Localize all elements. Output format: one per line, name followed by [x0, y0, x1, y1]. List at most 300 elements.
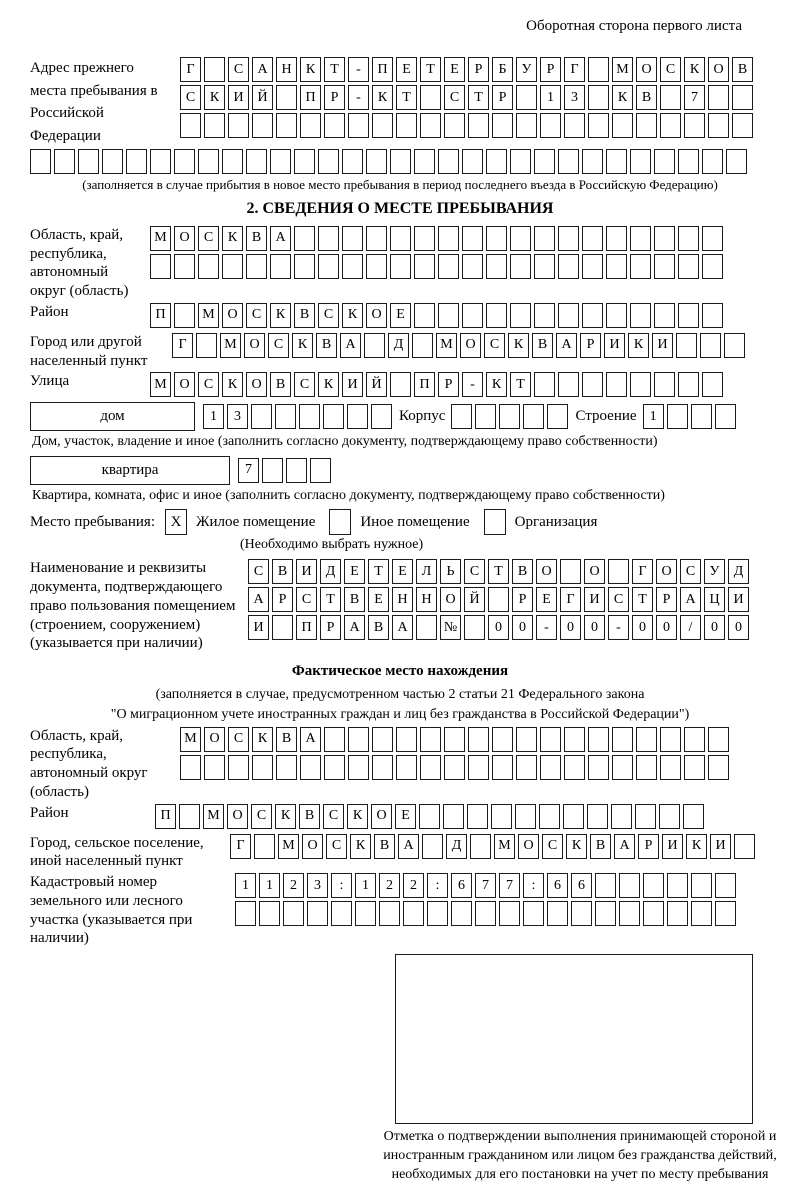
char-cell [630, 303, 651, 328]
char-cell [691, 873, 712, 898]
char-cell: В [590, 834, 611, 859]
char-cell: Т [324, 57, 345, 82]
char-cell [636, 113, 657, 138]
document-row-2 [248, 587, 752, 612]
char-cell [294, 149, 315, 174]
char-cell [54, 149, 75, 174]
char-cell: С [680, 559, 701, 584]
house-note: Дом, участок, владение и иное (заполнить согласно документу, подтверждающему право собственности) [32, 434, 658, 450]
char-cell: О [302, 834, 323, 859]
char-cell: С [228, 57, 249, 82]
char-cell: К [372, 85, 393, 110]
char-cell [180, 113, 201, 138]
actual-district-block [30, 804, 770, 832]
char-cell: С [318, 303, 339, 328]
char-cell [30, 149, 51, 174]
char-cell: К [347, 804, 368, 829]
char-cell: О [227, 804, 248, 829]
actual-city-label: Город, сельское поселение, иной населенный пункт [30, 834, 204, 870]
char-cell [660, 113, 681, 138]
stay-type-label: Место пребывания: [30, 513, 155, 530]
char-cell [547, 901, 568, 926]
char-cell [558, 303, 579, 328]
char-cell: С [660, 57, 681, 82]
char-cell: В [374, 834, 395, 859]
char-cell [276, 113, 297, 138]
char-cell [396, 755, 417, 780]
char-cell [492, 727, 513, 752]
char-cell [246, 254, 267, 279]
char-cell: К [686, 834, 707, 859]
previous-address-label: Адрес прежнего места пребывания в Российской Федерации [30, 60, 158, 144]
char-cell [420, 113, 441, 138]
char-cell [366, 226, 387, 251]
district-block [30, 303, 770, 331]
char-cell [715, 404, 736, 429]
char-cell: В [276, 727, 297, 752]
char-cell [348, 755, 369, 780]
char-cell: 0 [512, 615, 533, 640]
char-cell [667, 873, 688, 898]
char-cell [300, 755, 321, 780]
char-cell [516, 113, 537, 138]
char-cell: В [344, 587, 365, 612]
char-cell: - [348, 57, 369, 82]
char-cell: К [350, 834, 371, 859]
district-row [150, 303, 726, 328]
char-cell [348, 113, 369, 138]
char-cell [443, 804, 464, 829]
actual-location-note-1: (заполняется в случае, предусмотренном частью 2 статьи 21 Федерального закона [155, 687, 645, 703]
char-cell: Й [366, 372, 387, 397]
char-cell [262, 458, 283, 483]
char-cell [196, 333, 217, 358]
char-cell: У [704, 559, 725, 584]
section2-title: 2. СВЕДЕНИЯ О МЕСТЕ ПРЕБЫВАНИЯ [246, 199, 554, 217]
char-cell [582, 372, 603, 397]
char-cell: М [150, 372, 171, 397]
city-row [172, 333, 748, 358]
other-premises-checkbox [329, 509, 351, 535]
char-cell: М [220, 333, 241, 358]
char-cell: Р [468, 57, 489, 82]
char-cell: Й [464, 587, 485, 612]
char-cell: С [246, 303, 267, 328]
char-cell: В [270, 372, 291, 397]
char-cell [414, 226, 435, 251]
city-label: Город или другой населенный пункт [30, 333, 148, 369]
char-cell: О [636, 57, 657, 82]
char-cell: П [150, 303, 171, 328]
region-row-1 [150, 226, 726, 251]
char-cell [667, 901, 688, 926]
char-cell [286, 458, 307, 483]
char-cell: А [556, 333, 577, 358]
char-cell [254, 834, 275, 859]
char-cell [371, 404, 392, 429]
char-cell: В [636, 85, 657, 110]
char-cell [540, 113, 561, 138]
char-cell [582, 303, 603, 328]
char-cell: К [204, 85, 225, 110]
char-cell [422, 834, 443, 859]
char-cell: М [180, 727, 201, 752]
char-cell [204, 57, 225, 82]
char-cell [204, 113, 225, 138]
char-cell [486, 254, 507, 279]
char-cell [307, 901, 328, 926]
char-cell [523, 901, 544, 926]
char-cell [636, 755, 657, 780]
char-cell: 0 [488, 615, 509, 640]
char-cell [606, 149, 627, 174]
char-cell: Р [492, 85, 513, 110]
actual-city-block [30, 834, 770, 872]
char-cell [560, 559, 581, 584]
char-cell [275, 404, 296, 429]
char-cell [732, 85, 753, 110]
char-cell [403, 901, 424, 926]
char-cell: А [614, 834, 635, 859]
char-cell: О [656, 559, 677, 584]
char-cell: Р [438, 372, 459, 397]
char-cell: К [222, 372, 243, 397]
char-cell [691, 901, 712, 926]
char-cell [246, 149, 267, 174]
char-cell: К [628, 333, 649, 358]
previous-address-block [30, 57, 770, 147]
region-row-2 [150, 254, 726, 279]
char-cell: К [566, 834, 587, 859]
char-cell: К [684, 57, 705, 82]
char-cell [558, 254, 579, 279]
char-cell [492, 113, 513, 138]
apartment-row [30, 456, 770, 485]
char-cell [342, 226, 363, 251]
char-cell: Т [510, 372, 531, 397]
char-cell [438, 226, 459, 251]
char-cell: Е [368, 587, 389, 612]
previous-address-row-3 [180, 113, 756, 138]
char-cell [300, 113, 321, 138]
char-cell [660, 727, 681, 752]
char-cell: С [228, 727, 249, 752]
char-cell: Р [324, 85, 345, 110]
char-cell [619, 901, 640, 926]
document-cells [248, 559, 752, 643]
char-cell: К [318, 372, 339, 397]
char-cell: В [299, 804, 320, 829]
char-cell: О [440, 587, 461, 612]
house-row [30, 402, 770, 431]
char-cell [468, 727, 489, 752]
char-cell [499, 901, 520, 926]
char-cell [396, 727, 417, 752]
char-cell [588, 755, 609, 780]
char-cell [390, 372, 411, 397]
char-cell: И [296, 559, 317, 584]
cadastral-row-1 [235, 873, 739, 898]
char-cell: 7 [475, 873, 496, 898]
char-cell: М [278, 834, 299, 859]
char-cell [222, 254, 243, 279]
char-cell: Л [416, 559, 437, 584]
char-cell: 0 [584, 615, 605, 640]
document-row-3 [248, 615, 752, 640]
char-cell: Р [512, 587, 533, 612]
confirmation-stamp-box [395, 954, 753, 1124]
char-cell [342, 254, 363, 279]
actual-location-note-2: "О миграционном учете иностранных граждан и лиц без гражданства в Российской Федерации") [110, 707, 690, 723]
char-cell [571, 901, 592, 926]
char-cell [486, 226, 507, 251]
char-cell: С [296, 587, 317, 612]
region-block [30, 226, 770, 301]
page-side-note: Оборотная сторона первого листа [526, 18, 742, 34]
char-cell [150, 254, 171, 279]
actual-region-cells [180, 727, 732, 783]
char-cell: А [252, 57, 273, 82]
char-cell: Г [560, 587, 581, 612]
char-cell: - [608, 615, 629, 640]
char-cell: Р [540, 57, 561, 82]
char-cell: О [246, 372, 267, 397]
char-cell: 1 [355, 873, 376, 898]
char-cell [588, 113, 609, 138]
char-cell: А [392, 615, 413, 640]
street-block [30, 372, 770, 400]
char-cell: Н [276, 57, 297, 82]
char-cell [612, 755, 633, 780]
char-cell [715, 873, 736, 898]
char-cell: М [150, 226, 171, 251]
char-cell [726, 149, 747, 174]
char-cell [414, 303, 435, 328]
char-cell [684, 755, 705, 780]
char-cell [379, 901, 400, 926]
document-row-1 [248, 559, 752, 584]
char-cell [539, 804, 560, 829]
char-cell: П [372, 57, 393, 82]
char-cell [198, 254, 219, 279]
char-cell [259, 901, 280, 926]
char-cell: Е [444, 57, 465, 82]
char-cell: : [523, 873, 544, 898]
char-cell [462, 149, 483, 174]
char-cell: Т [396, 85, 417, 110]
char-cell: О [244, 333, 265, 358]
char-cell: Й [252, 85, 273, 110]
residential-option-label: Жилое помещение [196, 513, 316, 530]
char-cell [294, 226, 315, 251]
char-cell [420, 755, 441, 780]
char-cell [702, 303, 723, 328]
char-cell [654, 303, 675, 328]
char-cell: К [222, 226, 243, 251]
char-cell: - [536, 615, 557, 640]
char-cell: П [155, 804, 176, 829]
char-cell [467, 804, 488, 829]
char-cell [179, 804, 200, 829]
char-cell [540, 727, 561, 752]
char-cell [444, 755, 465, 780]
char-cell [636, 727, 657, 752]
char-cell [283, 901, 304, 926]
char-cell: М [436, 333, 457, 358]
actual-region-row-2 [180, 755, 732, 780]
char-cell: Е [344, 559, 365, 584]
char-cell [420, 727, 441, 752]
char-cell: 0 [656, 615, 677, 640]
previous-address-row-1 [180, 57, 756, 82]
char-cell [678, 149, 699, 174]
char-cell [588, 57, 609, 82]
char-cell [588, 727, 609, 752]
char-cell [683, 804, 704, 829]
actual-region-block [30, 727, 770, 802]
char-cell: 1 [203, 404, 224, 429]
char-cell: Е [395, 804, 416, 829]
char-cell [534, 226, 555, 251]
char-cell [252, 755, 273, 780]
char-cell [323, 404, 344, 429]
char-cell [516, 727, 537, 752]
char-cell [252, 113, 273, 138]
char-cell [355, 901, 376, 926]
char-cell: С [542, 834, 563, 859]
char-cell [660, 755, 681, 780]
char-cell: 6 [571, 873, 592, 898]
char-cell [372, 755, 393, 780]
char-cell [558, 372, 579, 397]
char-cell [366, 149, 387, 174]
char-cell: О [518, 834, 539, 859]
stroenie-label: Строение [575, 408, 637, 425]
char-cell: Г [172, 333, 193, 358]
char-cell [708, 85, 729, 110]
char-cell [643, 873, 664, 898]
char-cell: А [344, 615, 365, 640]
char-cell: Р [272, 587, 293, 612]
char-cell [635, 804, 656, 829]
char-cell [438, 254, 459, 279]
char-cell [276, 755, 297, 780]
street-label: Улица [30, 373, 70, 390]
char-cell: С [251, 804, 272, 829]
char-cell: К [270, 303, 291, 328]
char-cell [608, 559, 629, 584]
char-cell: Ь [440, 559, 461, 584]
previous-address-row-4 [30, 149, 770, 174]
actual-city-row [230, 834, 758, 859]
char-cell [414, 254, 435, 279]
char-cell [582, 149, 603, 174]
stay-type-row [30, 509, 770, 535]
char-cell [390, 254, 411, 279]
char-cell: В [532, 333, 553, 358]
char-cell: В [294, 303, 315, 328]
char-cell [606, 303, 627, 328]
char-cell [491, 804, 512, 829]
char-cell [630, 149, 651, 174]
char-cell: М [494, 834, 515, 859]
char-cell: С [484, 333, 505, 358]
char-cell [222, 149, 243, 174]
other-premises-option-label: Иное помещение [360, 513, 470, 530]
actual-location-title: Фактическое место нахождения [291, 663, 509, 680]
char-cell: 7 [684, 85, 705, 110]
char-cell: 0 [560, 615, 581, 640]
char-cell: И [728, 587, 749, 612]
char-cell: Т [420, 57, 441, 82]
char-cell [630, 254, 651, 279]
char-cell [270, 254, 291, 279]
char-cell: А [300, 727, 321, 752]
char-cell [510, 303, 531, 328]
char-cell [582, 226, 603, 251]
char-cell [486, 149, 507, 174]
char-cell [654, 226, 675, 251]
char-cell [486, 303, 507, 328]
char-cell [462, 226, 483, 251]
char-cell: П [300, 85, 321, 110]
char-cell [180, 755, 201, 780]
char-cell [270, 149, 291, 174]
char-cell [540, 755, 561, 780]
char-cell: К [292, 333, 313, 358]
region-label: Область, край, республика, автономный округ (область) [30, 226, 129, 300]
char-cell [660, 85, 681, 110]
char-cell [708, 113, 729, 138]
char-cell: Д [728, 559, 749, 584]
char-cell: М [612, 57, 633, 82]
confirmation-caption: Отметка о подтверждении выполнения принимающей стороной и иностранным гражданином или лицом без гражданства действий, необходимых для его постановки на учет по месту пребывания [383, 1129, 777, 1182]
char-cell: 3 [227, 404, 248, 429]
char-cell: Т [488, 559, 509, 584]
char-cell: С [180, 85, 201, 110]
char-cell [659, 804, 680, 829]
char-cell: 7 [499, 873, 520, 898]
char-cell: Н [416, 587, 437, 612]
char-cell: О [708, 57, 729, 82]
actual-region-row-1 [180, 727, 732, 752]
char-cell: К [275, 804, 296, 829]
char-cell [702, 254, 723, 279]
char-cell: К [300, 57, 321, 82]
char-cell [564, 113, 585, 138]
char-cell: И [710, 834, 731, 859]
char-cell: Г [564, 57, 585, 82]
char-cell: 6 [451, 873, 472, 898]
char-cell [324, 727, 345, 752]
char-cell [342, 149, 363, 174]
char-cell: 7 [238, 458, 259, 483]
char-cell [611, 804, 632, 829]
char-cell: О [204, 727, 225, 752]
char-cell: 0 [728, 615, 749, 640]
char-cell [420, 85, 441, 110]
char-cell [451, 404, 472, 429]
house-number-cells [203, 404, 395, 429]
char-cell [630, 372, 651, 397]
char-cell: 1 [643, 404, 664, 429]
korpus-label: Корпус [399, 408, 446, 425]
char-cell [464, 615, 485, 640]
char-cell: 1 [259, 873, 280, 898]
char-cell [558, 149, 579, 174]
char-cell: И [228, 85, 249, 110]
char-cell [516, 85, 537, 110]
